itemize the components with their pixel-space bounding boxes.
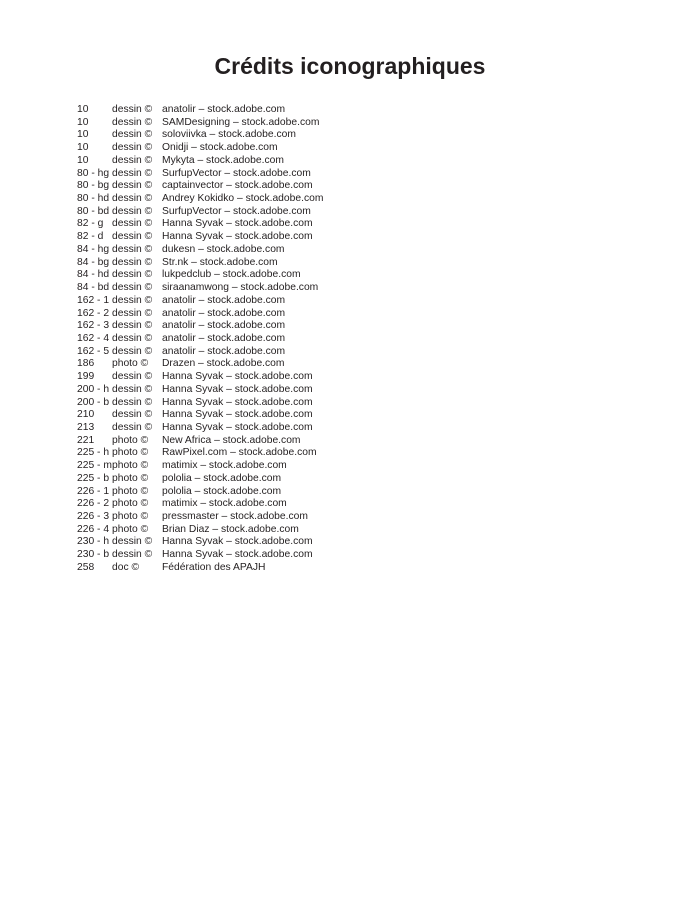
credit-page-ref: 84 - hd: [77, 269, 110, 281]
credit-row: [77, 549, 362, 562]
credit-type: dessin ©: [112, 193, 153, 205]
credit-page-ref: 226 - 4: [77, 523, 110, 535]
credit-type: dessin ©: [112, 549, 153, 561]
credit-row: [77, 435, 362, 448]
credit-source: pressmaster – stock.adobe.com: [162, 511, 308, 522]
credit-page-ref: 226 - 3: [77, 511, 110, 522]
credit-row: [77, 308, 362, 321]
credit-source: Hanna Syvak – stock.adobe.com: [162, 396, 313, 408]
credit-source: SurfupVector – stock.adobe.com: [162, 205, 311, 217]
credit-source: matimix – stock.adobe.com: [162, 498, 287, 510]
credit-row: [77, 536, 362, 549]
credit-row: [77, 447, 362, 460]
credit-row: [77, 346, 362, 359]
credit-row: [77, 320, 362, 333]
credit-page-ref: 10: [77, 154, 89, 166]
credit-page-ref: 80 - hg: [77, 167, 110, 179]
credit-source: Hanna Syvak – stock.adobe.com: [162, 231, 313, 243]
credit-row: [77, 142, 362, 155]
credit-type: dessin ©: [112, 307, 153, 319]
credit-source: Fédération des APAJH: [162, 561, 266, 573]
credit-page-ref: 10: [77, 116, 89, 128]
credit-page-ref: 199: [77, 371, 95, 383]
credit-source: soloviivka – stock.adobe.com: [162, 129, 296, 141]
credit-type: dessin ©: [112, 243, 153, 255]
credit-source: Drazen – stock.adobe.com: [162, 358, 285, 370]
credit-row: [77, 460, 362, 473]
credit-source: anatolir – stock.adobe.com: [162, 104, 286, 115]
credit-source: anatolir – stock.adobe.com: [162, 307, 286, 319]
credit-row: [77, 371, 362, 384]
credit-type: dessin ©: [112, 218, 153, 230]
credits-list: [77, 104, 362, 575]
credit-type: dessin ©: [112, 116, 153, 128]
credit-row: [77, 397, 362, 410]
credit-source: pololia – stock.adobe.com: [162, 485, 282, 497]
credit-source: siraanamwong – stock.adobe.com: [162, 282, 319, 294]
credit-source: Mykyta – stock.adobe.com: [162, 154, 284, 166]
credit-source: SurfupVector – stock.adobe.com: [162, 167, 311, 179]
credit-type: dessin ©: [112, 180, 153, 192]
credit-page-ref: 226 - 2: [77, 498, 110, 510]
credit-page-ref: 84 - hg: [77, 243, 110, 255]
credit-row: [77, 117, 362, 130]
credit-type: photo ©: [112, 511, 149, 522]
credit-source: Hanna Syvak – stock.adobe.com: [162, 383, 313, 395]
credit-page-ref: 210: [77, 409, 95, 421]
credit-row: [77, 295, 362, 308]
credit-row: [77, 498, 362, 511]
credit-row: [77, 486, 362, 499]
credit-row: [77, 511, 362, 524]
credit-type: dessin ©: [112, 409, 153, 421]
credit-source: Str.nk – stock.adobe.com: [162, 256, 278, 268]
credit-page-ref: 162 - 5: [77, 345, 110, 357]
credit-type: dessin ©: [112, 332, 153, 344]
credit-source: SAMDesigning – stock.adobe.com: [162, 116, 320, 128]
credit-page-ref: 186: [77, 358, 95, 370]
credit-row: [77, 129, 362, 142]
credit-page-ref: 230 - b: [77, 549, 110, 561]
credit-type: dessin ©: [112, 142, 153, 154]
credit-page-ref: 10: [77, 142, 89, 154]
credit-source: anatolir – stock.adobe.com: [162, 345, 286, 357]
credit-page-ref: 230 - h: [77, 536, 110, 548]
credit-source: Onidji – stock.adobe.com: [162, 142, 278, 154]
credit-source: Hanna Syvak – stock.adobe.com: [162, 549, 313, 561]
credit-type: photo ©: [112, 523, 149, 535]
credit-row: [77, 524, 362, 537]
credit-page-ref: 225 - b: [77, 472, 110, 484]
credit-type: dessin ©: [112, 154, 153, 166]
credit-source: pololia – stock.adobe.com: [162, 472, 282, 484]
credit-page-ref: 225 - m: [77, 460, 112, 472]
credit-row: [77, 244, 362, 257]
credit-type: dessin ©: [112, 129, 153, 141]
credit-page-ref: 80 - hd: [77, 193, 110, 205]
credit-page-ref: 258: [77, 561, 95, 573]
credit-type: dessin ©: [112, 256, 153, 268]
credit-source: matimix – stock.adobe.com: [162, 460, 287, 472]
credit-page-ref: 80 - bg: [77, 180, 110, 192]
credit-type: dessin ©: [112, 269, 153, 281]
credit-type: dessin ©: [112, 383, 153, 395]
credit-type: photo ©: [112, 434, 149, 446]
credit-page-ref: 162 - 3: [77, 320, 110, 332]
credit-row: [77, 104, 362, 117]
credit-type: dessin ©: [112, 104, 153, 115]
credit-type: photo ©: [112, 472, 149, 484]
credit-page-ref: 162 - 4: [77, 332, 110, 344]
credit-page-ref: 213: [77, 421, 95, 433]
credit-row: [77, 218, 362, 231]
credit-type: dessin ©: [112, 396, 153, 408]
credit-source: captainvector – stock.adobe.com: [162, 180, 313, 192]
credit-type: photo ©: [112, 460, 149, 472]
credit-source: New Africa – stock.adobe.com: [162, 434, 301, 446]
credit-page-ref: 200 - b: [77, 396, 110, 408]
credit-source: anatolir – stock.adobe.com: [162, 294, 286, 306]
credit-type: dessin ©: [112, 421, 153, 433]
credit-source: Hanna Syvak – stock.adobe.com: [162, 421, 313, 433]
credit-type: dessin ©: [112, 167, 153, 179]
credit-type: doc ©: [112, 561, 140, 573]
credit-row: [77, 562, 362, 575]
credit-type: dessin ©: [112, 320, 153, 332]
credit-source: dukesn – stock.adobe.com: [162, 243, 285, 255]
credit-page-ref: 82 - g: [77, 218, 104, 230]
credit-page-ref: 225 - h: [77, 447, 110, 459]
credit-row: [77, 473, 362, 486]
credit-row: [77, 422, 362, 435]
credit-type: photo ©: [112, 358, 149, 370]
credit-source: Andrey Kokidko – stock.adobe.com: [162, 193, 324, 205]
credit-type: dessin ©: [112, 345, 153, 357]
credit-page-ref: 162 - 1: [77, 294, 110, 306]
credit-type: dessin ©: [112, 371, 153, 383]
credit-page-ref: 10: [77, 129, 89, 141]
credit-row: [77, 206, 362, 219]
credit-page-ref: 162 - 2: [77, 307, 110, 319]
credit-source: RawPixel.com – stock.adobe.com: [162, 447, 317, 459]
page-title: Crédits iconographiques: [214, 53, 486, 79]
credit-row: [77, 168, 362, 181]
credit-type: dessin ©: [112, 205, 153, 217]
credit-row: [77, 193, 362, 206]
credit-page-ref: 221: [77, 434, 95, 446]
credit-row: [77, 155, 362, 168]
credit-page-ref: 84 - bd: [77, 282, 110, 294]
credit-page-ref: 84 - bg: [77, 256, 110, 268]
credit-type: photo ©: [112, 498, 149, 510]
credit-type: dessin ©: [112, 294, 153, 306]
credit-source: anatolir – stock.adobe.com: [162, 332, 286, 344]
credit-source: Hanna Syvak – stock.adobe.com: [162, 371, 313, 383]
credit-source: Brian Diaz – stock.adobe.com: [162, 523, 299, 535]
credit-row: [77, 358, 362, 371]
credit-row: [77, 384, 362, 397]
credit-row: [77, 282, 362, 295]
credit-type: dessin ©: [112, 231, 153, 243]
credit-type: dessin ©: [112, 282, 153, 294]
credit-source: lukpedclub – stock.adobe.com: [162, 269, 301, 281]
credit-source: anatolir – stock.adobe.com: [162, 320, 286, 332]
credit-type: dessin ©: [112, 536, 153, 548]
credit-source: Hanna Syvak – stock.adobe.com: [162, 536, 313, 548]
credit-row: [77, 231, 362, 244]
credit-row: [77, 180, 362, 193]
credit-row: [77, 269, 362, 282]
credit-page-ref: 10: [77, 104, 89, 115]
credit-page-ref: 82 - d: [77, 231, 104, 243]
credit-row: [77, 257, 362, 270]
credit-source: Hanna Syvak – stock.adobe.com: [162, 218, 313, 230]
credit-type: photo ©: [112, 447, 149, 459]
credit-row: [77, 409, 362, 422]
credit-page-ref: 80 - bd: [77, 205, 110, 217]
credit-source: Hanna Syvak – stock.adobe.com: [162, 409, 313, 421]
credit-page-ref: 226 - 1: [77, 485, 110, 497]
credit-row: [77, 333, 362, 346]
credit-type: photo ©: [112, 485, 149, 497]
credit-page-ref: 200 - h: [77, 383, 110, 395]
